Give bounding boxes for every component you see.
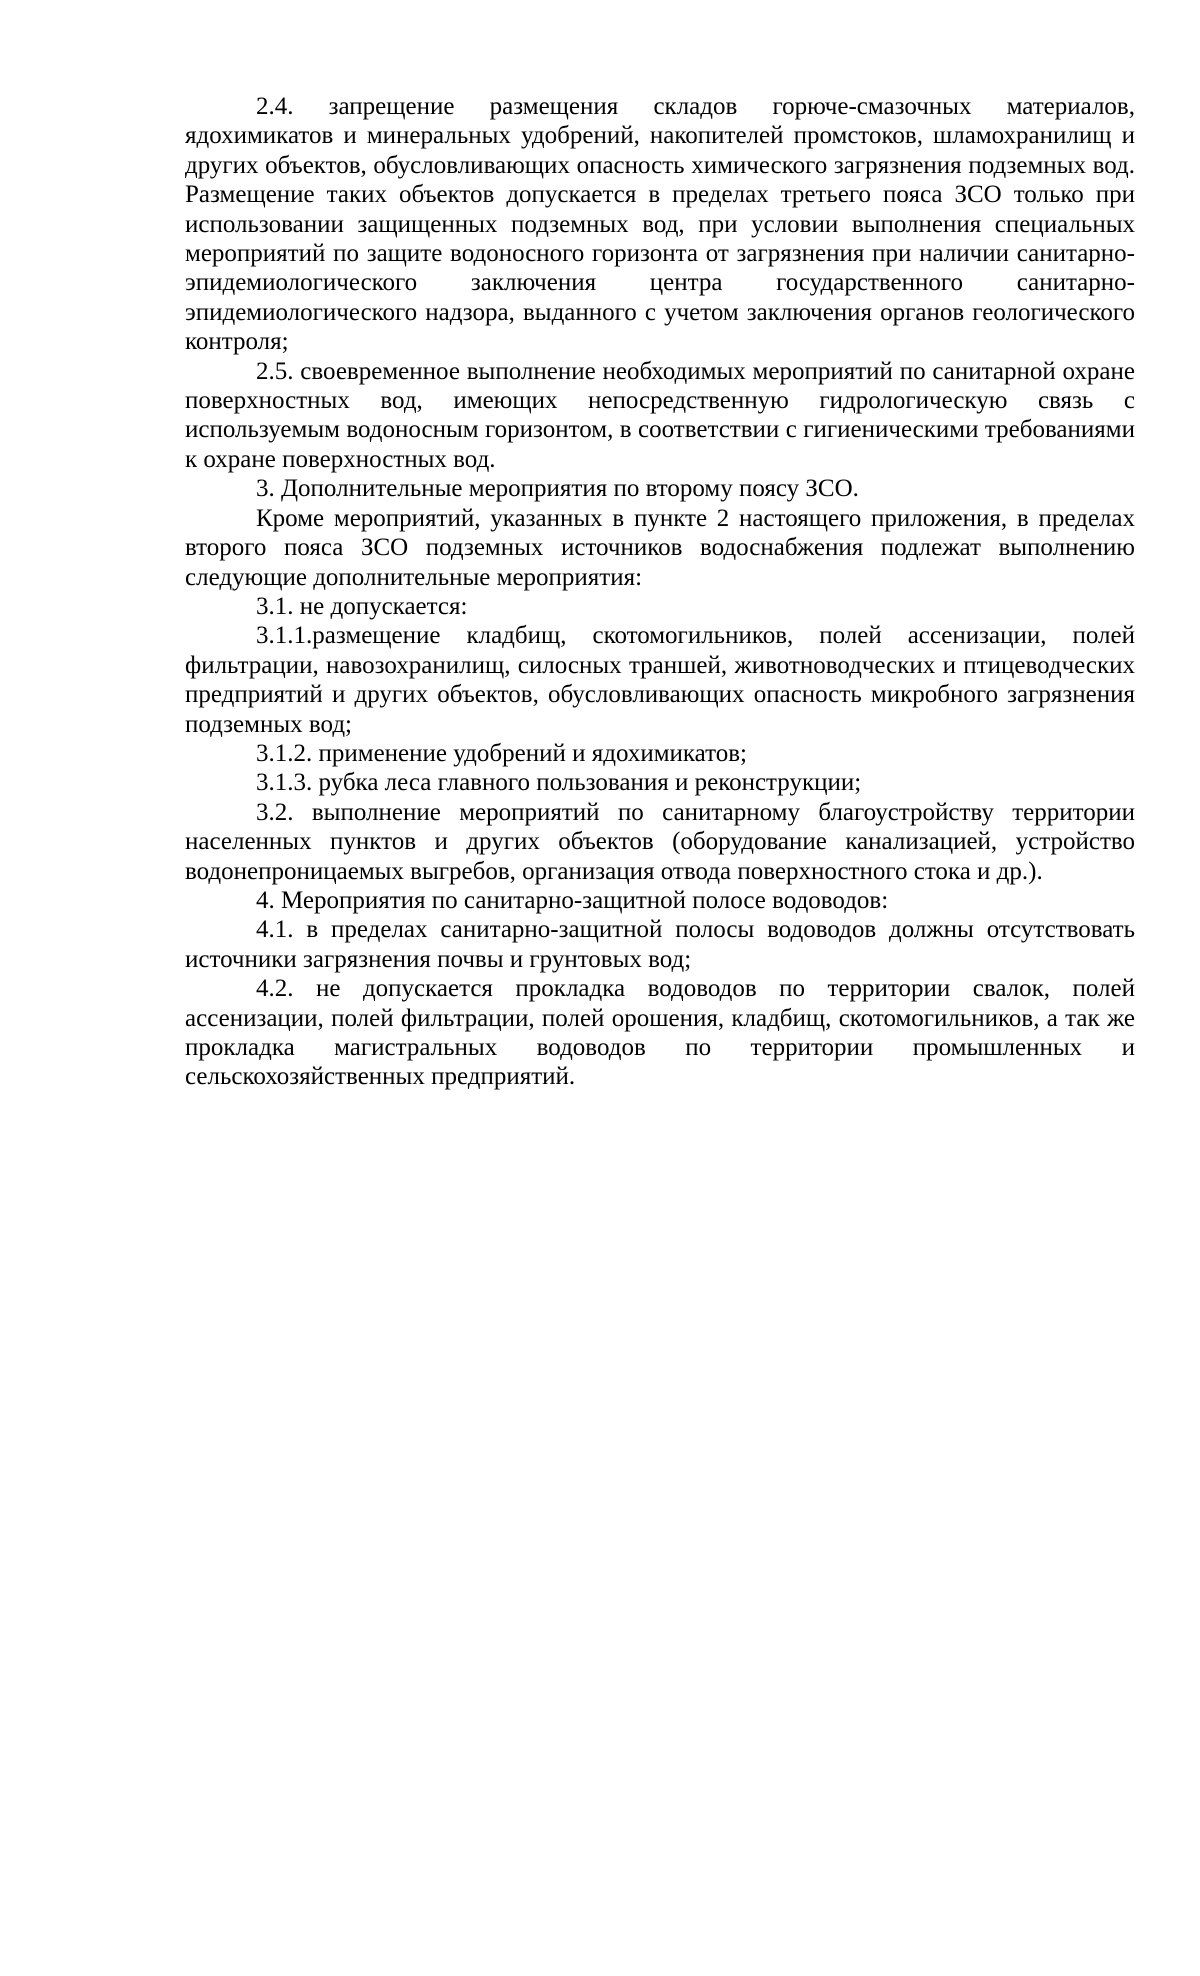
section-heading-4: 4. Мероприятия по санитарно-защитной полосе водоводов:: [256, 886, 889, 914]
paragraph-3-2: 3.2. выполнение мероприятий по санитарному благоустройству территории населенных пунктов и других объектов (оборудование канализацией, устройство водонепроницаемых выгребов, организация отвода поверхностного стока и др.).: [185, 798, 1135, 885]
paragraph-3-1-2: 3.1.2. применение удобрений и ядохимикатов;: [256, 739, 747, 767]
document-page: [185, 92, 1135, 1092]
paragraph-3-1: 3.1. не допускается:: [256, 592, 468, 620]
paragraph-4-1: 4.1. в пределах санитарно-защитной полосы водоводов должны отсутствовать источники загрязнения почвы и грунтовых вод;: [185, 916, 1135, 973]
paragraph-2-4: 2.4. запрещение размещения складов горюче-смазочных материалов, ядохимикатов и минеральных удобрений, накопителей промстоков, шламохранилищ и других объектов, обусловливающих опасность химического загрязнения подземных вод. Размещение таких объектов допускается в пределах третьего пояса ЗСО только при использовании защищенных подземных вод, при условии выполнения специальных мероприятий по защите водоносного горизонта от загрязнения при наличии санитарно-эпидемиологического заключения центра государственного санитарно-эпидемиологического надзора, выданного с учетом заключения органов геологического контроля;: [185, 93, 1135, 356]
section-heading-3: 3. Дополнительные мероприятия по второму поясу ЗСО.: [256, 475, 859, 503]
paragraph-2-5: 2.5. своевременное выполнение необходимых мероприятий по санитарной охране поверхностных вод, имеющих непосредственную гидрологическую связь с используемым водоносным горизонтом, в соответствии с гигиеническими требованиями к охране поверхностных вод.: [185, 357, 1135, 473]
paragraph-3-1-1: 3.1.1.размещение кладбищ, скотомогильников, полей ассенизации, полей фильтрации, навозохранилищ, силосных траншей, животноводческих и птицеводческих предприятий и других объектов, обусловливающих опасность микробного загрязнения подземных вод;: [185, 622, 1135, 738]
paragraph-3-intro: Кроме мероприятий, указанных в пункте 2 настоящего приложения, в пределах второго пояса ЗСО подземных источников водоснабжения подлежат выполнению следующие дополнительные мероприятия:: [185, 504, 1135, 591]
paragraph-3-1-3: 3.1.3. рубка леса главного пользования и реконструкции;: [256, 769, 862, 797]
paragraph-4-2: 4.2. не допускается прокладка водоводов по территории свалок, полей ассенизации, полей фильтрации, полей орошения, кладбищ, скотомогильников, а так же прокладка магистральных водоводов по территории промышленных и сельскохозяйственных предприятий.: [185, 975, 1135, 1091]
